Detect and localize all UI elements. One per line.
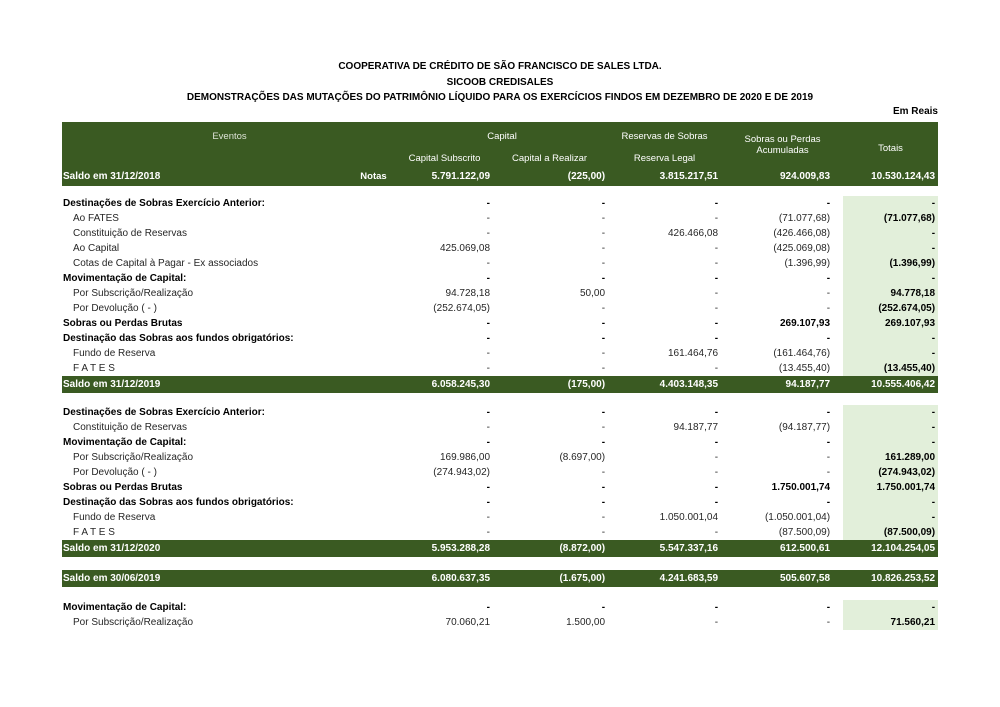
- section-spacer: [62, 186, 938, 196]
- cell-value: (425.069,08): [773, 243, 831, 254]
- row-label: Movimentação de Capital:: [63, 602, 187, 613]
- statement-title: DEMONSTRAÇÕES DAS MUTAÇÕES DO PATRIMÔNIO LÍQUIDO PARA OS EXERCÍCIOS FINDOS EM DEZEMBRO DE 2020 E DE 2019: [186, 92, 814, 103]
- balance-value: 94.187,77: [722, 376, 843, 393]
- total-value: -: [843, 405, 938, 420]
- cell-value: 1.750.001,74: [771, 482, 831, 493]
- row-label: Por Subscrição/Realização: [73, 617, 194, 628]
- total-value: -: [843, 346, 938, 361]
- cell-value: -: [486, 273, 491, 284]
- cell-value: -: [826, 303, 831, 314]
- balance-value: (1.675,00): [492, 570, 607, 587]
- cell-value: (1.396,99): [784, 258, 831, 269]
- row-label: Cotas de Capital à Pagar - Ex associados: [73, 258, 259, 269]
- row-label: Ao Capital: [73, 243, 120, 254]
- balance-label: Saldo em 30/06/2019: [62, 570, 397, 587]
- cell-value: (8.697,00): [559, 452, 606, 463]
- column-header-eventos: Eventos: [62, 122, 397, 150]
- table-header: [62, 122, 938, 186]
- cell-value: -: [601, 482, 606, 493]
- cell-value: -: [601, 303, 606, 314]
- column-header-reservas-group: Reservas de Sobras: [607, 122, 722, 150]
- balance-label: Saldo em 31/12/2019: [62, 376, 397, 393]
- cell-value: -: [714, 258, 719, 269]
- row-label: F A T E S: [73, 363, 115, 374]
- cell-value: -: [826, 497, 831, 508]
- table-row: [62, 301, 938, 316]
- cell-value: -: [714, 303, 719, 314]
- total-value: (87.500,09): [843, 525, 938, 540]
- cell-value: 70.060,21: [445, 617, 491, 628]
- balance-value: 4.403.148,35: [607, 376, 722, 393]
- header-group-row: [62, 122, 938, 150]
- table-row: [62, 600, 938, 615]
- balance-value: 10.555.406,42: [843, 376, 938, 393]
- cell-value: -: [486, 318, 491, 329]
- cell-value: -: [486, 482, 491, 493]
- sobras-header-line1: Sobras ou Perdas: [744, 133, 821, 145]
- cell-value: -: [714, 527, 719, 538]
- cell-value: -: [486, 228, 491, 239]
- cell-value: (1.050.001,04): [764, 512, 831, 523]
- table-row: [62, 465, 938, 480]
- cell-value: (94.187,77): [778, 422, 831, 433]
- table-row: [62, 316, 938, 331]
- cell-value: -: [826, 288, 831, 299]
- header-empty-cell: [62, 150, 397, 167]
- section-spacer: [62, 587, 938, 600]
- total-value: (252.674,05): [843, 301, 938, 316]
- section-spacer: [62, 557, 938, 570]
- cell-value: -: [714, 452, 719, 463]
- total-value: 1.750.001,74: [843, 480, 938, 495]
- cell-value: (161.464,76): [773, 348, 831, 359]
- cell-value: -: [714, 437, 719, 448]
- cell-value: -: [826, 437, 831, 448]
- row-label: Destinação das Sobras aos fundos obrigatórios:: [63, 497, 294, 508]
- cell-value: -: [826, 273, 831, 284]
- table-row: [62, 420, 938, 435]
- cell-value: -: [714, 617, 719, 628]
- cell-value: -: [826, 333, 831, 344]
- cell-value: 1.050.001,04: [659, 512, 719, 523]
- balance-value: (8.872,00): [492, 540, 607, 557]
- cell-value: (252.674,05): [433, 303, 491, 314]
- cell-value: -: [601, 407, 606, 418]
- cell-value: -: [714, 363, 719, 374]
- cell-value: -: [714, 467, 719, 478]
- total-value: 161.289,00: [843, 450, 938, 465]
- balance-value: (175,00): [492, 376, 607, 393]
- cell-value: -: [714, 318, 719, 329]
- total-value: -: [843, 196, 938, 211]
- row-label: Destinação das Sobras aos fundos obrigatórios:: [63, 333, 294, 344]
- cell-value: -: [714, 213, 719, 224]
- cell-value: 426.466,08: [667, 228, 719, 239]
- cell-value: -: [486, 512, 491, 523]
- opening-balance-value: 3.815.217,51: [607, 167, 722, 186]
- balance-value: 6.058.245,30: [397, 376, 492, 393]
- balance-value: 505.607,58: [722, 570, 843, 587]
- row-label: Movimentação de Capital:: [63, 437, 187, 448]
- table-row: [62, 286, 938, 301]
- cell-value: -: [714, 273, 719, 284]
- total-value: (13.455,40): [843, 361, 938, 376]
- table-row: [62, 480, 938, 495]
- cell-value: -: [486, 497, 491, 508]
- column-header-notas: Notas: [350, 167, 397, 186]
- spacer-cell: [62, 186, 938, 196]
- opening-balance-value: (225,00): [492, 167, 607, 186]
- balance-label: Saldo em 31/12/2020: [62, 540, 397, 557]
- row-label: Fundo de Reserva: [73, 512, 156, 523]
- cell-value: (71.077,68): [778, 213, 831, 224]
- cell-value: -: [601, 512, 606, 523]
- opening-balance-value: 924.009,83: [722, 167, 843, 186]
- currency-unit-label: Em Reais: [892, 106, 938, 117]
- spacer-cell: [62, 587, 938, 600]
- balance-value: 12.104.254,05: [843, 540, 938, 557]
- cell-value: -: [601, 422, 606, 433]
- balance-value: 6.080.637,35: [397, 570, 492, 587]
- cell-value: -: [826, 602, 831, 613]
- balance-row: [62, 540, 938, 557]
- column-header-capital-group: Capital: [397, 122, 607, 150]
- section-spacer: [62, 393, 938, 405]
- cell-value: -: [486, 363, 491, 374]
- equity-statement-table-wrap: [62, 122, 938, 630]
- row-label: Constituição de Reservas: [73, 228, 187, 239]
- total-value: -: [843, 510, 938, 525]
- cell-value: (13.455,40): [778, 363, 831, 374]
- balance-value: 612.500,61: [722, 540, 843, 557]
- balance-row: [62, 376, 938, 393]
- opening-balance-value: 5.791.122,09: [397, 167, 492, 186]
- cell-value: -: [601, 228, 606, 239]
- cell-value: 169.986,00: [439, 452, 491, 463]
- cell-value: 1.500,00: [566, 617, 606, 628]
- table-row: [62, 615, 938, 630]
- table-row: [62, 346, 938, 361]
- cell-value: -: [601, 318, 606, 329]
- cell-value: -: [601, 527, 606, 538]
- total-value: -: [843, 600, 938, 615]
- total-value: 71.560,21: [843, 615, 938, 630]
- cell-value: -: [826, 198, 831, 209]
- table-row: [62, 196, 938, 211]
- opening-balance-label: Saldo em 31/12/2018: [62, 167, 350, 186]
- cell-value: -: [486, 213, 491, 224]
- table-row: [62, 271, 938, 286]
- cell-value: -: [601, 467, 606, 478]
- cell-value: 50,00: [580, 288, 606, 299]
- total-value: 94.778,18: [843, 286, 938, 301]
- balance-value: 4.241.683,59: [607, 570, 722, 587]
- row-label: Sobras ou Perdas Brutas: [63, 318, 183, 329]
- row-label: Fundo de Reserva: [73, 348, 156, 359]
- table-row: [62, 361, 938, 376]
- balance-row: [62, 570, 938, 587]
- table-row: [62, 405, 938, 420]
- spacer-cell: [62, 557, 938, 570]
- cell-value: -: [601, 497, 606, 508]
- row-label: Por Devolução ( - ): [73, 303, 157, 314]
- cell-value: -: [486, 407, 491, 418]
- balance-value: 5.953.288,28: [397, 540, 492, 557]
- company-name: COOPERATIVA DE CRÉDITO DE SÃO FRANCISCO DE SALES LTDA.: [338, 61, 662, 72]
- cell-value: -: [486, 602, 491, 613]
- equity-statement-table: [62, 122, 938, 630]
- cell-value: -: [486, 198, 491, 209]
- table-row: [62, 256, 938, 271]
- cell-value: 269.107,93: [779, 318, 831, 329]
- cell-value: 425.069,08: [439, 243, 491, 254]
- cell-value: -: [601, 437, 606, 448]
- cell-value: -: [714, 497, 719, 508]
- cell-value: -: [486, 422, 491, 433]
- cell-value: -: [826, 617, 831, 628]
- row-label: F A T E S: [73, 527, 115, 538]
- total-value: -: [843, 420, 938, 435]
- total-value: -: [843, 495, 938, 510]
- cell-value: (426.466,08): [773, 228, 831, 239]
- row-label: Movimentação de Capital:: [63, 273, 187, 284]
- total-value: -: [843, 241, 938, 256]
- cell-value: 161.464,76: [667, 348, 719, 359]
- row-label: Destinações de Sobras Exercício Anterior:: [63, 198, 265, 209]
- cell-value: -: [601, 273, 606, 284]
- cell-value: -: [486, 437, 491, 448]
- cell-value: -: [714, 198, 719, 209]
- cell-value: -: [826, 452, 831, 463]
- table-row: [62, 495, 938, 510]
- total-value: (1.396,99): [843, 256, 938, 271]
- opening-balance-row: [62, 167, 938, 186]
- brand-name: SICOOB CREDISALES: [446, 76, 554, 88]
- balance-value: 10.826.253,52: [843, 570, 938, 587]
- cell-value: -: [486, 333, 491, 344]
- column-header-sobras-acumuladas: [722, 122, 843, 167]
- cell-value: -: [826, 407, 831, 418]
- total-value: -: [843, 271, 938, 286]
- cell-value: -: [486, 348, 491, 359]
- cell-value: 94.728,18: [445, 288, 491, 299]
- cell-value: -: [601, 348, 606, 359]
- table-row: [62, 435, 938, 450]
- cell-value: -: [826, 467, 831, 478]
- cell-value: -: [714, 407, 719, 418]
- table-row: [62, 226, 938, 241]
- total-value: -: [843, 226, 938, 241]
- total-value: 269.107,93: [843, 316, 938, 331]
- table-row: [62, 510, 938, 525]
- cell-value: -: [714, 333, 719, 344]
- table-row: [62, 211, 938, 226]
- table-body: [62, 186, 938, 630]
- table-row: [62, 525, 938, 540]
- spacer-cell: [62, 393, 938, 405]
- cell-value: -: [714, 482, 719, 493]
- cell-value: (87.500,09): [778, 527, 831, 538]
- table-row: [62, 331, 938, 346]
- column-header-totais: Totais: [843, 122, 938, 167]
- sobras-header-line2: Acumuladas: [756, 144, 809, 156]
- row-label: Constituição de Reservas: [73, 422, 187, 433]
- cell-value: -: [601, 243, 606, 254]
- cell-value: -: [714, 288, 719, 299]
- table-row: [62, 241, 938, 256]
- opening-balance-value: 10.530.124,43: [843, 167, 938, 186]
- row-label: Sobras ou Perdas Brutas: [63, 482, 183, 493]
- document-title: [0, 59, 1000, 106]
- total-value: -: [843, 435, 938, 450]
- row-label: Ao FATES: [73, 213, 119, 224]
- row-label: Por Subscrição/Realização: [73, 288, 194, 299]
- cell-value: -: [601, 363, 606, 374]
- cell-value: -: [714, 243, 719, 254]
- cell-value: -: [486, 258, 491, 269]
- column-header-capital-subscrito: Capital Subscrito: [397, 150, 492, 167]
- total-value: (71.077,68): [843, 211, 938, 226]
- total-value: (274.943,02): [843, 465, 938, 480]
- cell-value: -: [601, 258, 606, 269]
- column-header-reserva-legal: Reserva Legal: [607, 150, 722, 167]
- cell-value: -: [601, 602, 606, 613]
- cell-value: -: [601, 213, 606, 224]
- cell-value: 94.187,77: [673, 422, 719, 433]
- table-row: [62, 450, 938, 465]
- total-value: -: [843, 331, 938, 346]
- cell-value: -: [486, 527, 491, 538]
- row-label: Por Subscrição/Realização: [73, 452, 194, 463]
- cell-value: -: [601, 333, 606, 344]
- column-header-capital-a-realizar: Capital a Realizar: [492, 150, 607, 167]
- cell-value: -: [714, 602, 719, 613]
- row-label: Destinações de Sobras Exercício Anterior:: [63, 407, 265, 418]
- cell-value: (274.943,02): [433, 467, 491, 478]
- balance-value: 5.547.337,16: [607, 540, 722, 557]
- row-label: Por Devolução ( - ): [73, 467, 157, 478]
- cell-value: -: [601, 198, 606, 209]
